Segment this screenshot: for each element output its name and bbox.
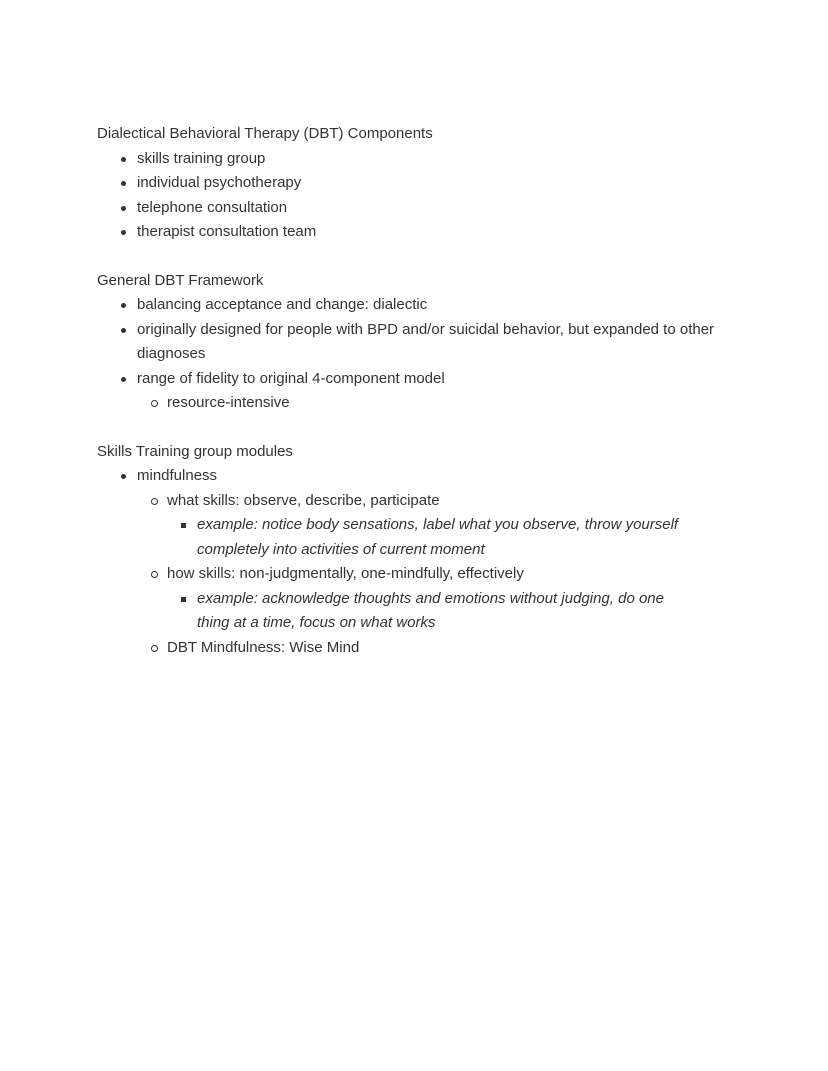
- list-item: [151, 489, 722, 514]
- bullet-disc-icon: [121, 328, 126, 333]
- bullet-disc-icon: [121, 377, 126, 382]
- bullet-cell: [121, 367, 137, 382]
- bullet-cell: [121, 220, 137, 235]
- bullet-disc-icon: [121, 303, 126, 308]
- bullet-circle-icon: [151, 571, 158, 578]
- section-dbt-components: [97, 122, 722, 245]
- bullet-cell: [121, 293, 137, 308]
- list-item-text: resource-intensive: [167, 394, 290, 411]
- section-title: General DBT Framework: [97, 271, 264, 289]
- bullet-cell: [121, 318, 137, 333]
- bullet-disc-icon: [121, 230, 126, 235]
- list-item: [121, 318, 722, 367]
- bullet-cell: [151, 562, 167, 578]
- list-item-text: balancing acceptance and change: dialectic: [137, 296, 428, 313]
- bullet-disc-icon: [121, 181, 126, 186]
- list-item: [121, 171, 722, 196]
- skills-training-list: [97, 464, 722, 660]
- bullet-disc-icon: [121, 206, 126, 211]
- bullet-cell: [121, 196, 137, 211]
- list-item-text: therapist consultation team: [137, 223, 317, 240]
- general-framework-list: [97, 293, 722, 416]
- list-item: [121, 196, 722, 221]
- bullet-circle-icon: [151, 498, 158, 505]
- list-item: [121, 367, 722, 392]
- list-item-text: DBT Mindfulness: Wise Mind: [167, 638, 360, 656]
- bullet-cell: [121, 147, 137, 162]
- list-item-text: originally designed for people with BPD and/or suicidal behavior, but expanded to other diagnoses: [137, 320, 715, 362]
- list-item: [151, 562, 722, 587]
- section-title: Dialectical Behavioral Therapy (DBT) Components: [97, 125, 433, 142]
- list-item: [121, 293, 722, 318]
- section-title: Skills Training group modules: [97, 442, 293, 460]
- section-general-dbt-framework: [97, 269, 722, 416]
- bullet-circle-icon: [151, 645, 158, 652]
- list-item: [121, 147, 722, 172]
- bullet-cell: [151, 489, 167, 505]
- list-item-text: range of fidelity to original 4-component model: [137, 369, 445, 387]
- dbt-components-list: [97, 147, 722, 245]
- bullet-cell: [121, 464, 137, 479]
- bullet-square-icon: [181, 597, 186, 602]
- bullet-cell: [151, 636, 167, 652]
- bullet-cell: [181, 587, 197, 602]
- list-item-text: skills training group: [137, 149, 266, 167]
- list-item-text: what skills: observe, describe, participate: [167, 491, 440, 509]
- list-item: [151, 391, 722, 416]
- list-item-text: telephone consultation: [137, 198, 288, 216]
- bullet-square-icon: [181, 523, 186, 528]
- bullet-cell: [151, 391, 167, 407]
- bullet-circle-icon: [151, 400, 158, 407]
- list-item-text: individual psychotherapy: [137, 174, 302, 191]
- list-item-text: how skills: non-judgmentally, one-mindfully, effectively: [167, 565, 524, 582]
- bullet-disc-icon: [121, 157, 126, 162]
- bullet-cell: [181, 513, 197, 528]
- list-item: [121, 464, 722, 489]
- list-item: [121, 220, 722, 245]
- bullet-disc-icon: [121, 474, 126, 479]
- bullet-cell: [121, 171, 137, 186]
- list-item: [181, 587, 722, 636]
- section-skills-training-modules: [97, 440, 722, 661]
- list-item-text: mindfulness: [137, 467, 218, 484]
- list-item-text: example: acknowledge thoughts and emotions without judging, do one thing at a time, focus on what works: [197, 589, 664, 631]
- list-item-text: example: notice body sensations, label what you observe, throw yourself completely into activities of current moment: [197, 516, 679, 558]
- list-item: [151, 636, 722, 661]
- list-item: [181, 513, 722, 562]
- document-content: [97, 122, 722, 660]
